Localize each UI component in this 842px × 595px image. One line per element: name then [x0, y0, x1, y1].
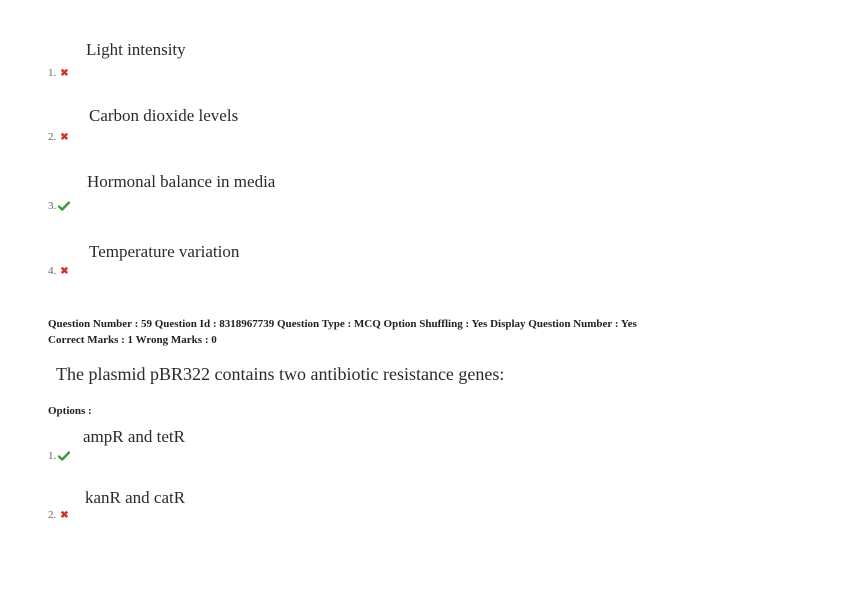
prev-option-2-text: Carbon dioxide levels [89, 106, 239, 125]
prev-option-2-number: 2. [48, 131, 57, 143]
cross-icon: ✖ [60, 131, 69, 143]
check-icon [58, 201, 70, 211]
prev-option-3-marker [48, 200, 70, 212]
question-text: The plasmid pBR322 contains two antibiotic resistance genes: [56, 364, 505, 384]
cross-icon: ✖ [60, 67, 69, 79]
option-1-text: ampR and tetR [83, 427, 185, 446]
prev-option-1-text: Light intensity [86, 40, 186, 59]
option-1-marker [48, 450, 70, 462]
prev-option-3-text: Hormonal balance in media [87, 172, 276, 191]
prev-option-4-text: Temperature variation [89, 242, 240, 261]
cross-icon: ✖ [60, 265, 69, 277]
prev-option-4-marker [48, 265, 69, 277]
option-1-number: 1. [48, 450, 57, 462]
prev-option-2-marker [48, 131, 69, 143]
option-2-text: kanR and catR [85, 488, 186, 507]
question-meta-line-2: Correct Marks : 1 Wrong Marks : 0 [48, 334, 217, 346]
cross-icon: ✖ [60, 509, 69, 521]
prev-option-3-number: 3. [48, 200, 57, 212]
check-icon [58, 451, 70, 461]
options-label: Options : [48, 405, 92, 417]
prev-option-1-marker [48, 67, 69, 79]
option-2-marker [48, 509, 69, 521]
question-meta-line-1: Question Number : 59 Question Id : 8318967739 Question Type : MCQ Option Shuffling : Yes Display Question Number : Yes [48, 318, 637, 330]
option-2-number: 2. [48, 509, 57, 521]
prev-option-1-number: 1. [48, 67, 57, 79]
prev-option-4-number: 4. [48, 265, 57, 277]
